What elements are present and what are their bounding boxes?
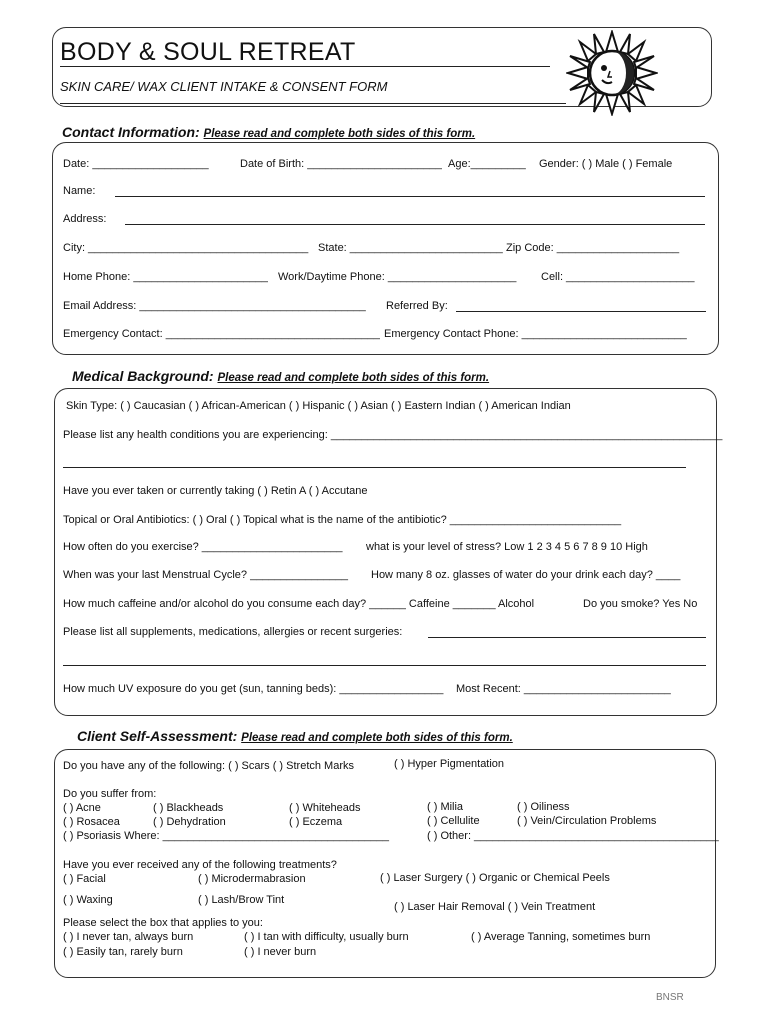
antibiotics-field[interactable]: Topical or Oral Antibiotics: ( ) Oral ( ) Topical what is the name of the antibiotic? ____________________________	[63, 514, 622, 526]
average-tanning-option[interactable]: ( ) Average Tanning, sometimes burn	[471, 931, 651, 943]
date-field[interactable]: Date: ___________________	[63, 158, 209, 170]
treatments-label: Have you ever received any of the following treatments?	[63, 859, 337, 871]
cell-field[interactable]: Cell: _____________________	[541, 271, 695, 283]
laser-surgery-option[interactable]: ( ) Laser Surgery ( ) Organic or Chemical Peels	[380, 872, 610, 884]
emergency-contact-field[interactable]: Emergency Contact: ___________________________________	[63, 328, 380, 340]
milia-option[interactable]: ( ) Milia	[427, 801, 464, 813]
address-label: Address:	[63, 213, 107, 225]
water-field[interactable]: How many 8 oz. glasses of water do your drink each day? ____	[371, 569, 681, 581]
never-tan-option[interactable]: ( ) I never tan, always burn	[63, 931, 194, 943]
self-heading-label: Client Self-Assessment:	[77, 728, 238, 744]
referred-field[interactable]	[456, 311, 706, 312]
contact-heading-label: Contact Information:	[62, 124, 200, 140]
supplements-line2[interactable]	[63, 665, 706, 666]
address-field[interactable]	[125, 224, 705, 225]
uv-field[interactable]: How much UV exposure do you get (sun, tanning beds): _________________	[63, 683, 444, 695]
email-field[interactable]: Email Address: _____________________________________	[63, 300, 366, 312]
easily-tan-option[interactable]: ( ) Easily tan, rarely burn	[63, 946, 183, 958]
title-underline	[60, 66, 550, 67]
lash-brow-option[interactable]: ( ) Lash/Brow Tint	[198, 894, 285, 906]
skin-type-field[interactable]: Skin Type: ( ) Caucasian ( ) African-American ( ) Hispanic ( ) Asian ( ) Eastern Indian ( ) American Indian	[66, 400, 571, 412]
page-title: BODY & SOUL RETREAT	[60, 38, 356, 66]
tan-difficulty-option[interactable]: ( ) I tan with difficulty, usually burn	[244, 931, 409, 943]
oiliness-option[interactable]: ( ) Oiliness	[517, 801, 570, 813]
age-field[interactable]: Age:_________	[448, 158, 526, 170]
home-phone-field[interactable]: Home Phone: ______________________	[63, 271, 268, 283]
supplements-field[interactable]	[428, 637, 706, 638]
name-field[interactable]	[115, 196, 705, 197]
referred-label: Referred By:	[386, 300, 448, 312]
state-field[interactable]: State: _________________________	[318, 242, 503, 254]
cellulite-option[interactable]: ( ) Cellulite	[427, 815, 480, 827]
retin-field[interactable]: Have you ever taken or currently taking ( ) Retin A ( ) Accutane	[63, 485, 368, 497]
health-conditions-field[interactable]: Please list any health conditions you are experiencing: ________________________________________________________________	[63, 429, 723, 441]
laser-hair-option[interactable]: ( ) Laser Hair Removal ( ) Vein Treatment	[394, 901, 596, 913]
medical-note: Please read and complete both sides of this form.	[217, 372, 490, 384]
smoke-field[interactable]: Do you smoke? Yes No	[583, 598, 698, 610]
health-conditions-line2[interactable]	[63, 467, 686, 468]
subtitle-underline	[60, 103, 566, 104]
medical-heading	[72, 368, 489, 384]
name-label: Name:	[63, 185, 96, 197]
hyper-pigmentation-option[interactable]: ( ) Hyper Pigmentation	[394, 758, 505, 770]
most-recent-field[interactable]: Most Recent: ________________________	[456, 683, 671, 695]
work-phone-field[interactable]: Work/Daytime Phone: _____________________	[278, 271, 517, 283]
microdermabrasion-option[interactable]: ( ) Microdermabrasion	[198, 873, 306, 885]
vein-circulation-option[interactable]: ( ) Vein/Circulation Problems	[517, 815, 657, 827]
supplements-label: Please list all supplements, medications, allergies or recent surgeries:	[63, 626, 403, 638]
following-field[interactable]: Do you have any of the following: ( ) Scars ( ) Stretch Marks	[63, 760, 355, 772]
select-box-label: Please select the box that applies to you:	[63, 917, 263, 929]
self-note: Please read and complete both sides of this form.	[241, 732, 513, 744]
dehydration-option[interactable]: ( ) Dehydration	[153, 816, 226, 828]
waxing-option[interactable]: ( ) Waxing	[63, 894, 113, 906]
dob-field[interactable]: Date of Birth: ______________________	[240, 158, 442, 170]
never-burn-option[interactable]: ( ) I never burn	[244, 946, 317, 958]
acne-option[interactable]: ( ) Acne	[63, 802, 101, 814]
city-field[interactable]: City: ____________________________________	[63, 242, 309, 254]
menstrual-field[interactable]: When was your last Menstrual Cycle? ________________	[63, 569, 348, 581]
other-option[interactable]: ( ) Other: ________________________________________	[427, 830, 719, 842]
eczema-option[interactable]: ( ) Eczema	[289, 816, 343, 828]
facial-option[interactable]: ( ) Facial	[63, 873, 106, 885]
stress-field[interactable]: what is your level of stress? Low 1 2 3 4 5 6 7 8 9 10 High	[366, 541, 648, 553]
emergency-phone-field[interactable]: Emergency Contact Phone: ___________________________	[384, 328, 687, 340]
rosacea-option[interactable]: ( ) Rosacea	[63, 816, 120, 828]
psoriasis-option[interactable]: ( ) Psoriasis Where: _____________________________________	[63, 830, 389, 842]
whiteheads-option[interactable]: ( ) Whiteheads	[289, 802, 361, 814]
contact-note: Please read and complete both sides of this form.	[203, 128, 476, 140]
footer-code: BNSR	[656, 992, 684, 1003]
contact-heading	[62, 124, 475, 140]
sun-moon-icon	[566, 30, 658, 116]
exercise-field[interactable]: How often do you exercise? _______________________	[63, 541, 343, 553]
gender-field[interactable]: Gender: ( ) Male ( ) Female	[539, 158, 673, 170]
caffeine-field[interactable]: How much caffeine and/or alcohol do you consume each day? ______ Caffeine _______ Alcohol	[63, 598, 535, 610]
page-subtitle: SKIN CARE/ WAX CLIENT INTAKE & CONSENT FORM	[60, 79, 388, 94]
blackheads-option[interactable]: ( ) Blackheads	[153, 802, 224, 814]
zip-field[interactable]: Zip Code: ____________________	[506, 242, 680, 254]
self-heading	[77, 728, 513, 744]
suffer-label: Do you suffer from:	[63, 788, 157, 800]
medical-heading-label: Medical Background:	[72, 368, 214, 384]
